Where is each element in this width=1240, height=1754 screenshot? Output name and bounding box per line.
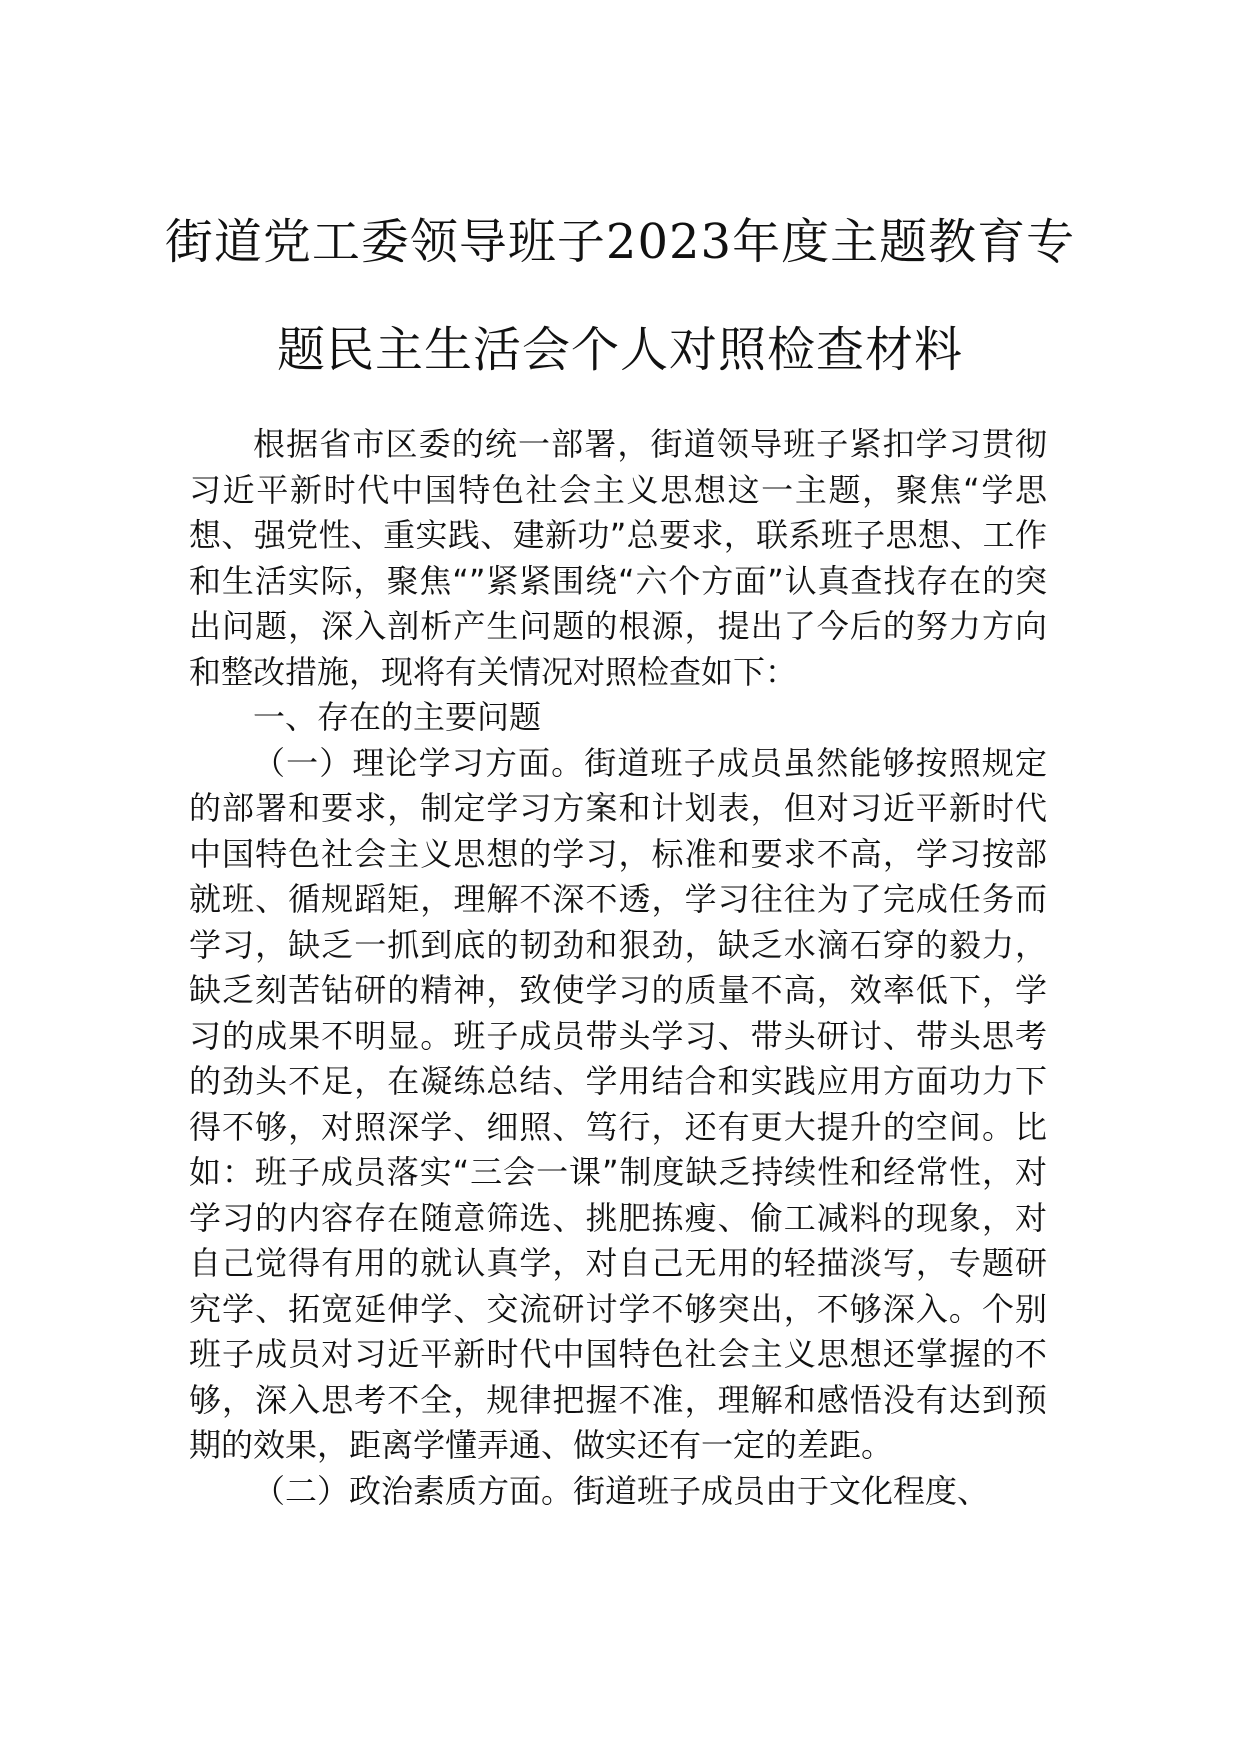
theory-study-paragraph: （一）理论学习方面。街道班子成员虽然能够按照规定的部署和要求，制定学习方案和计划表，但对习近平新时代中国特色社会主义思想的学习，标准和要求不高，学习按部就班、循规蹈矩，理解不深不透，学习往往为了完成任务而学习，缺乏一抓到底的韧劲和狠劲，缺乏水滴石穿的毅力，缺乏刻苦钻研的精神，致使学习的质量不高，效率低下，学习的成果不明显。班子成员带头学习、带头研讨、带头思考的劲头不足，在凝练总结、学用结合和实践应用方面功力下得不够，对照深学、细照、笃行，还有更大提升的空间。比如：班子成员落实“三会一课”制度缺乏持续性和经常性，对学习的内容存在随意筛选、挑肥拣瘦、偷工减料的现象，对自己觉得有用的就认真学，对自己无用的轻描淡写，专题研究学、拓宽延伸学、交流研讨学不够突出，不够深入。个别班子成员对习近平新时代中国特色社会主义思想还掌握的不够，深入思考不全，规律把握不准，理解和感悟没有达到预期的效果，距离学懂弄通、做实还有一定的差距。 [189,743,1047,1464]
title-line-1: 街道党工委领导班子2023年度主题教育专 [164,214,1076,270]
document-title [150,188,1090,404]
section-heading: 一、存在的主要问题 [253,698,542,736]
title-line-2: 题民主生活会个人对照检查材料 [276,322,963,378]
intro-paragraph: 根据省市区委的统一部署，街道领导班子紧扣学习贯彻习近平新时代中国特色社会主义思想这一主题，聚焦“学思想、强党性、重实践、建新功”总要求，联系班子思想、工作和生活实际，聚焦“”紧紧围绕“六个方面”认真查找存在的突出问题，深入剖析产生问题的根源，提出了今后的努力方向和整改措施，现将有关情况对照检查如下： [189,425,1047,691]
political-quality-paragraph: （二）政治素质方面。街道班子成员由于文化程度、 [253,1471,990,1510]
document-body [189,422,1047,1514]
